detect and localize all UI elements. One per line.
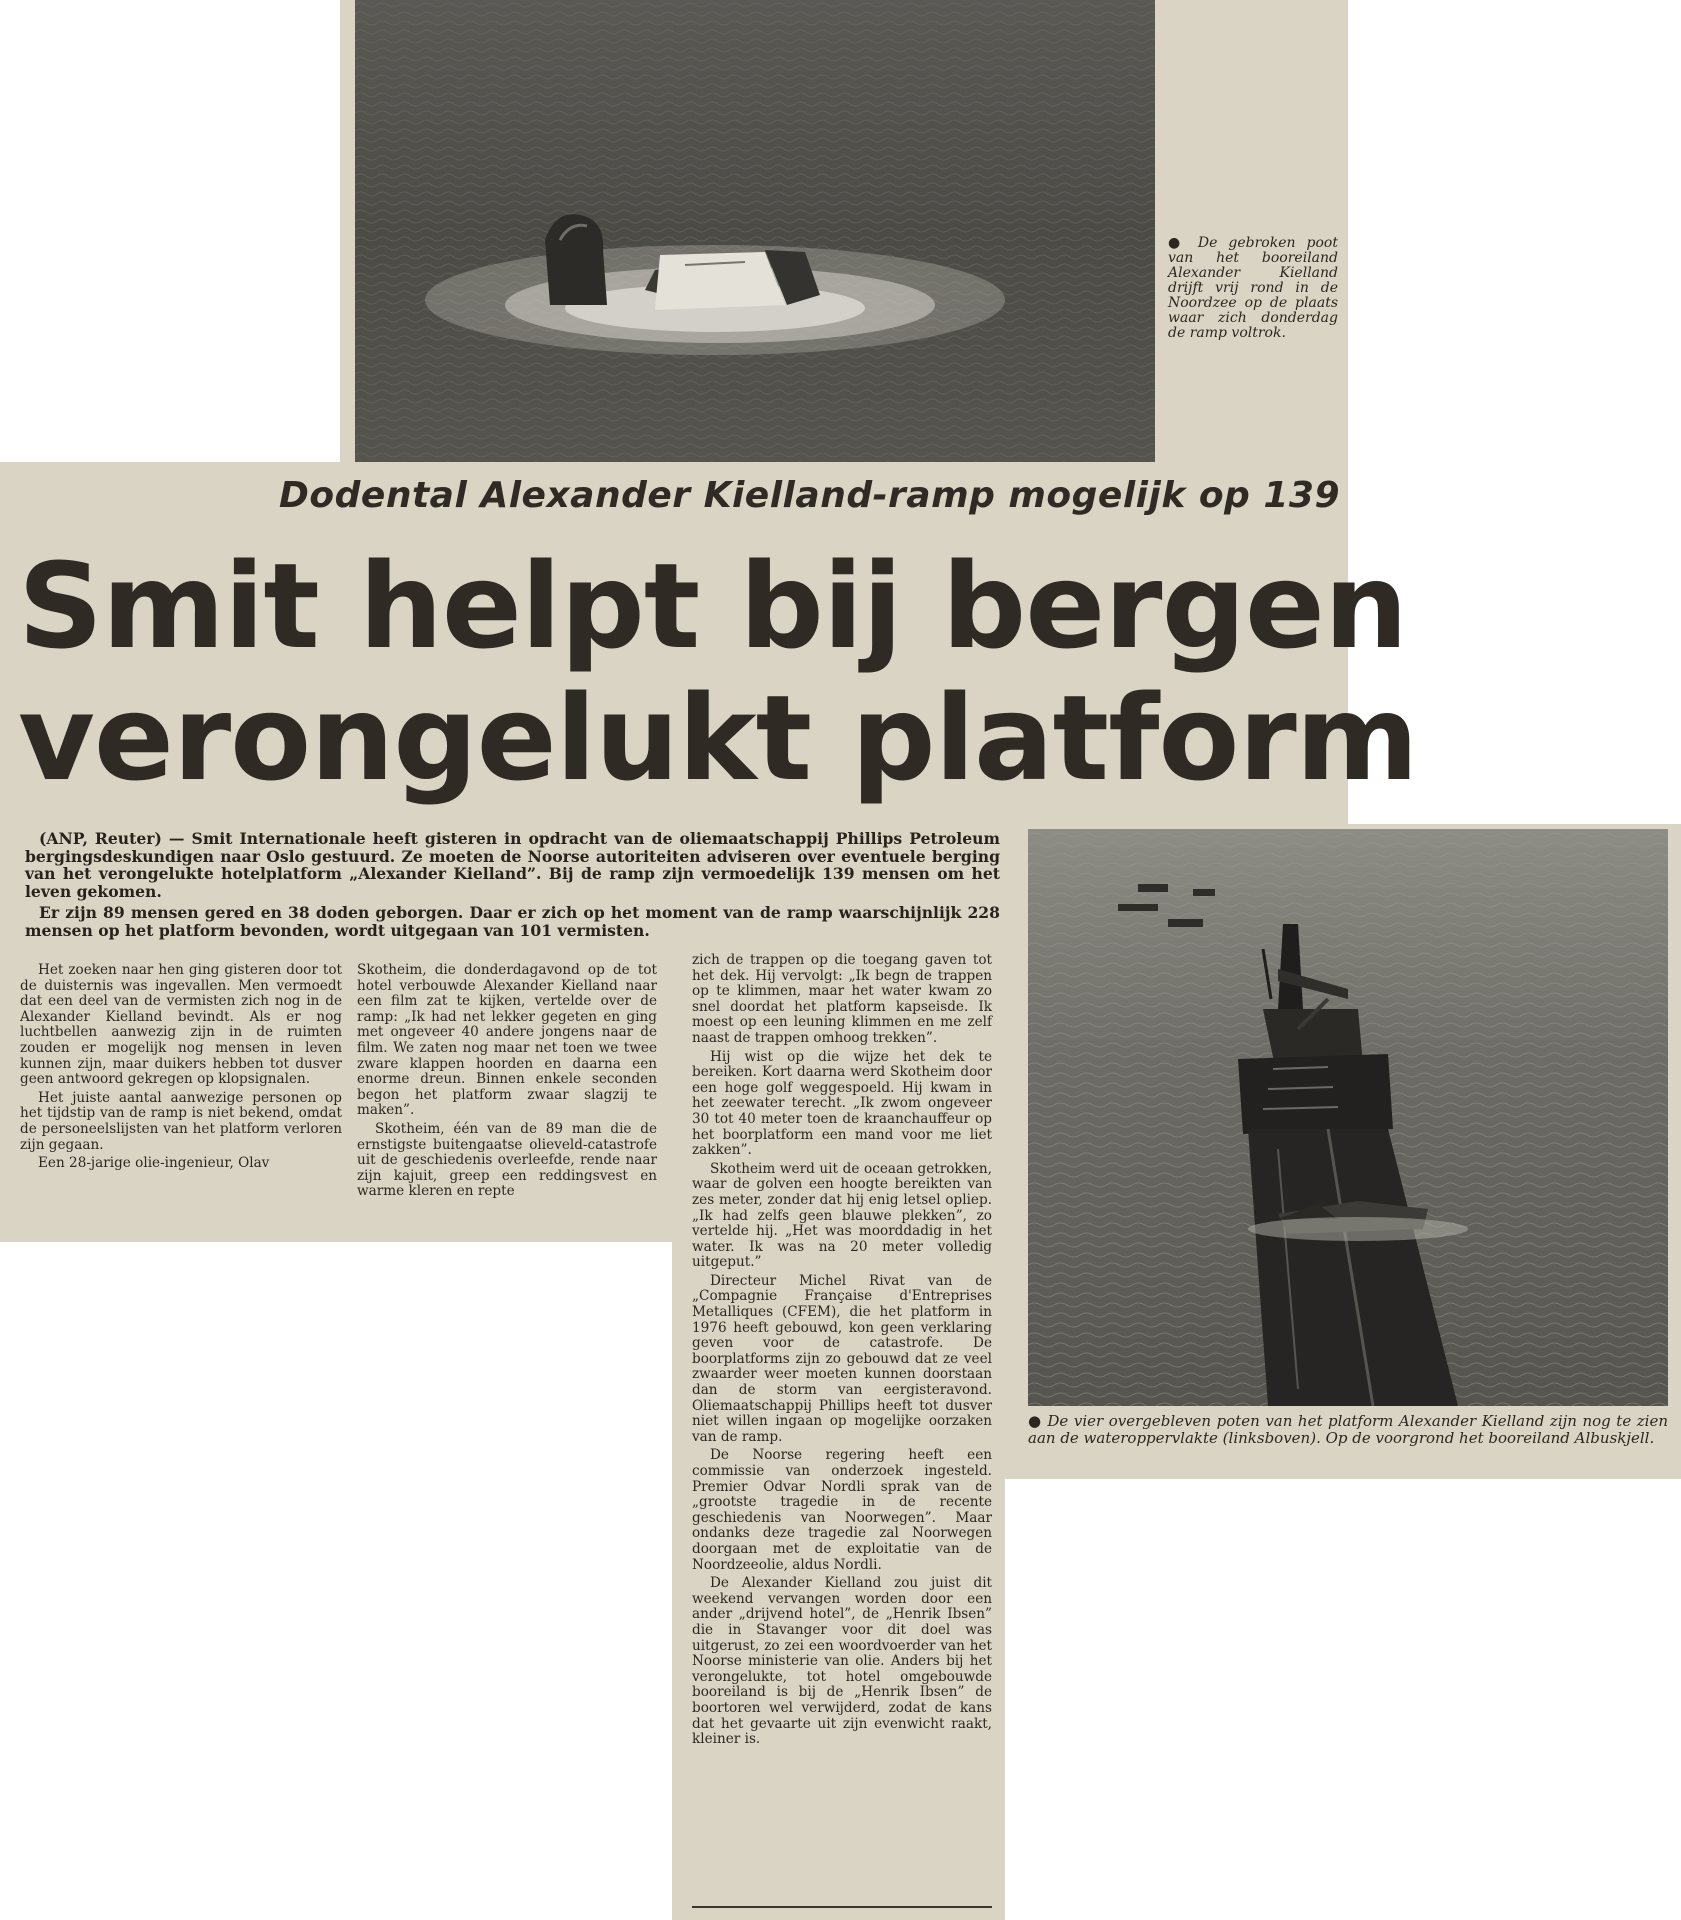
col3-p3: Skotheim werd uit de oceaan getrokken, waar de golven een hoogte bereikten van zes meter, zonder dat hij enig letsel opliep. „Ik had zelfs geen blauwe plekken”, zo vertelde hij. „Het was moorddadig in het water. Ik was na 20 meter volledig uitgeput.” [692, 1160, 992, 1271]
col1-p1: Het zoeken naar hen ging gisteren door tot de duisternis was ingevallen. Men vermoedt dat een deel van de vermisten zich nog in de Alexander Kielland bevindt. Als er nog luchtbellen aanwezig zijn in de ruimten zouden er mogelijk nog mensen in leven kunnen zijn, maar duikers hebben tot dusver geen antwoord gekregen op klopsignalen. [20, 962, 342, 1088]
photo-platform [1028, 829, 1668, 1406]
col1-p3: Een 28-jarige olie-ingenieur, Olav [38, 1155, 270, 1172]
lead [25, 830, 1000, 944]
lead-paragraph-1: (ANP, Reuter) — Smit Internationale heeft gisteren in opdracht van de oliemaatschappij Phillips Petroleum bergingsdeskundigen naar Oslo gestuurd. Ze moeten de Noorse autoriteiten adviseren over eventuele berging van het verongelukte hotelplatform „Alexander Kielland”. Bij de ramp zijn vermoedelijk 139 mensen om het leven gekomen. [25, 829, 1000, 901]
caption-top [1168, 236, 1338, 341]
col1-p2: Het juiste aantal aanwezige personen op het tijdstip van de ramp is niet bekend, omdat de personeelslijsten van het platform verloren zijn gegaan. [20, 1089, 342, 1153]
col3-p5: De Noorse regering heeft een commissie van onderzoek ingesteld. Premier Odvar Nordli sprak van de „grootste tragedie in de recente geschiedenis van Noorwegen”. Maar ondanks deze tragedie zal Noorwegen doorgaan met de exploitatie van de Noordzeeolie, aldus Nordli. [692, 1447, 992, 1573]
headline-line-2: verongelukt platform [18, 669, 1418, 807]
col3-p4: Directeur Michel Rivat van de „Compagnie Française d'Entreprises Metalliques (CFEM), die het platform in 1976 heeft gebouwd, kon geen verklaring geven voor de catastrofe. De boorplatforms zijn zo gebouwd dat ze veel zwaarder weer moeten kunnen doorstaan dan de storm van eergisteravond. Oliemaatschappij Phillips heeft tot dusver niet willen ingaan op mogelijke oorzaken van de ramp. [692, 1272, 992, 1445]
bullet-icon: ● [1168, 235, 1198, 251]
column-3 [692, 953, 992, 1751]
photo-broken-leg [355, 0, 1155, 462]
broken-leg-image [355, 0, 1155, 462]
column-1 [20, 963, 342, 1175]
column-2 [357, 963, 657, 1203]
column-end-rule [692, 1906, 992, 1908]
col3-p6: De Alexander Kielland zou juist dit weekend vervangen worden door een ander „drijvend hotel”, de „Henrik Ibsen” die in Stavanger voor dit doel was uitgerust, zo zei een woordvoerder van het Noorse ministerie van olie. Anders bij het verongelukte, tot hotel omgebouwde booreiland is bij de „Henrik Ibsen” de boortoren wel verwijderd, zodat de kans dat het gevaarte uit zijn evenwicht raakt, kleiner is. [692, 1575, 992, 1748]
col3-p2: Hij wist op die wijze het dek te bereiken. Kort daarna werd Skotheim door een hoge golf weggespoeld. Hij kwam in het zeewater terecht. „Ik zwom ongeveer 30 tot 40 meter toen de kraanchauffeur op het boorplatform een mand voor me liet zakken”. [692, 1048, 992, 1159]
lead-paragraph-2: Er zijn 89 mensen gered en 38 doden geborgen. Daar er zich op het moment van de ramp waarschijnlijk 228 mensen op het platform bevonden, wordt uitgegaan van 101 vermisten. [25, 903, 1000, 940]
col2-p1: Skotheim, die donderdagavond op de tot hotel verbouwde Alexander Kielland naar een film zat te kijken, vertelde over de ramp: „Ik had net lekker gegeten en ging met ongeveer 40 andere jongens naar de film. We zaten nog maar net toen we twee zware klappen hoorden en daarna een enorme dreun. Binnen enkele seconden begon het platform zwaar slagzij te maken”. [357, 962, 657, 1119]
bullet-icon: ● [1028, 1412, 1048, 1430]
caption-top-text: De gebroken poot van het booreiland Alexander Kielland drijft vrij rond in de Noordzee op de plaats waar zich donderdag de ramp voltrok. [1168, 235, 1338, 341]
kicker: Dodental Alexander Kielland-ramp mogelijk op 139 [279, 475, 1340, 516]
caption-right [1028, 1413, 1668, 1447]
caption-right-text: De vier overgebleven poten van het platform Alexander Kielland zijn nog te zien aan de wateroppervlakte (linksboven). Op de voorgrond het booreiland Albuskjell. [1028, 1412, 1668, 1447]
col3-p1: zich de trappen op die toegang gaven tot het dek. Hij vervolgt: „Ik begn de trappen op te klimmen, maar het water kwam zo snel doordat het platform kapseisde. Ik moest op een leuning klimmen en me zelf naast de trappen omhoog trekken”. [692, 952, 992, 1046]
headline-line-1: Smit helpt bij bergen [18, 537, 1407, 675]
platform-image [1028, 829, 1668, 1406]
col2-p2: Skotheim, één van de 89 man die de ernstigste buitengaatse olieveld-catastrofe uit de geschiedenis overleefde, rende naar zijn kajuit, greep een reddingsvest en warme kleren en repte [357, 1120, 657, 1200]
